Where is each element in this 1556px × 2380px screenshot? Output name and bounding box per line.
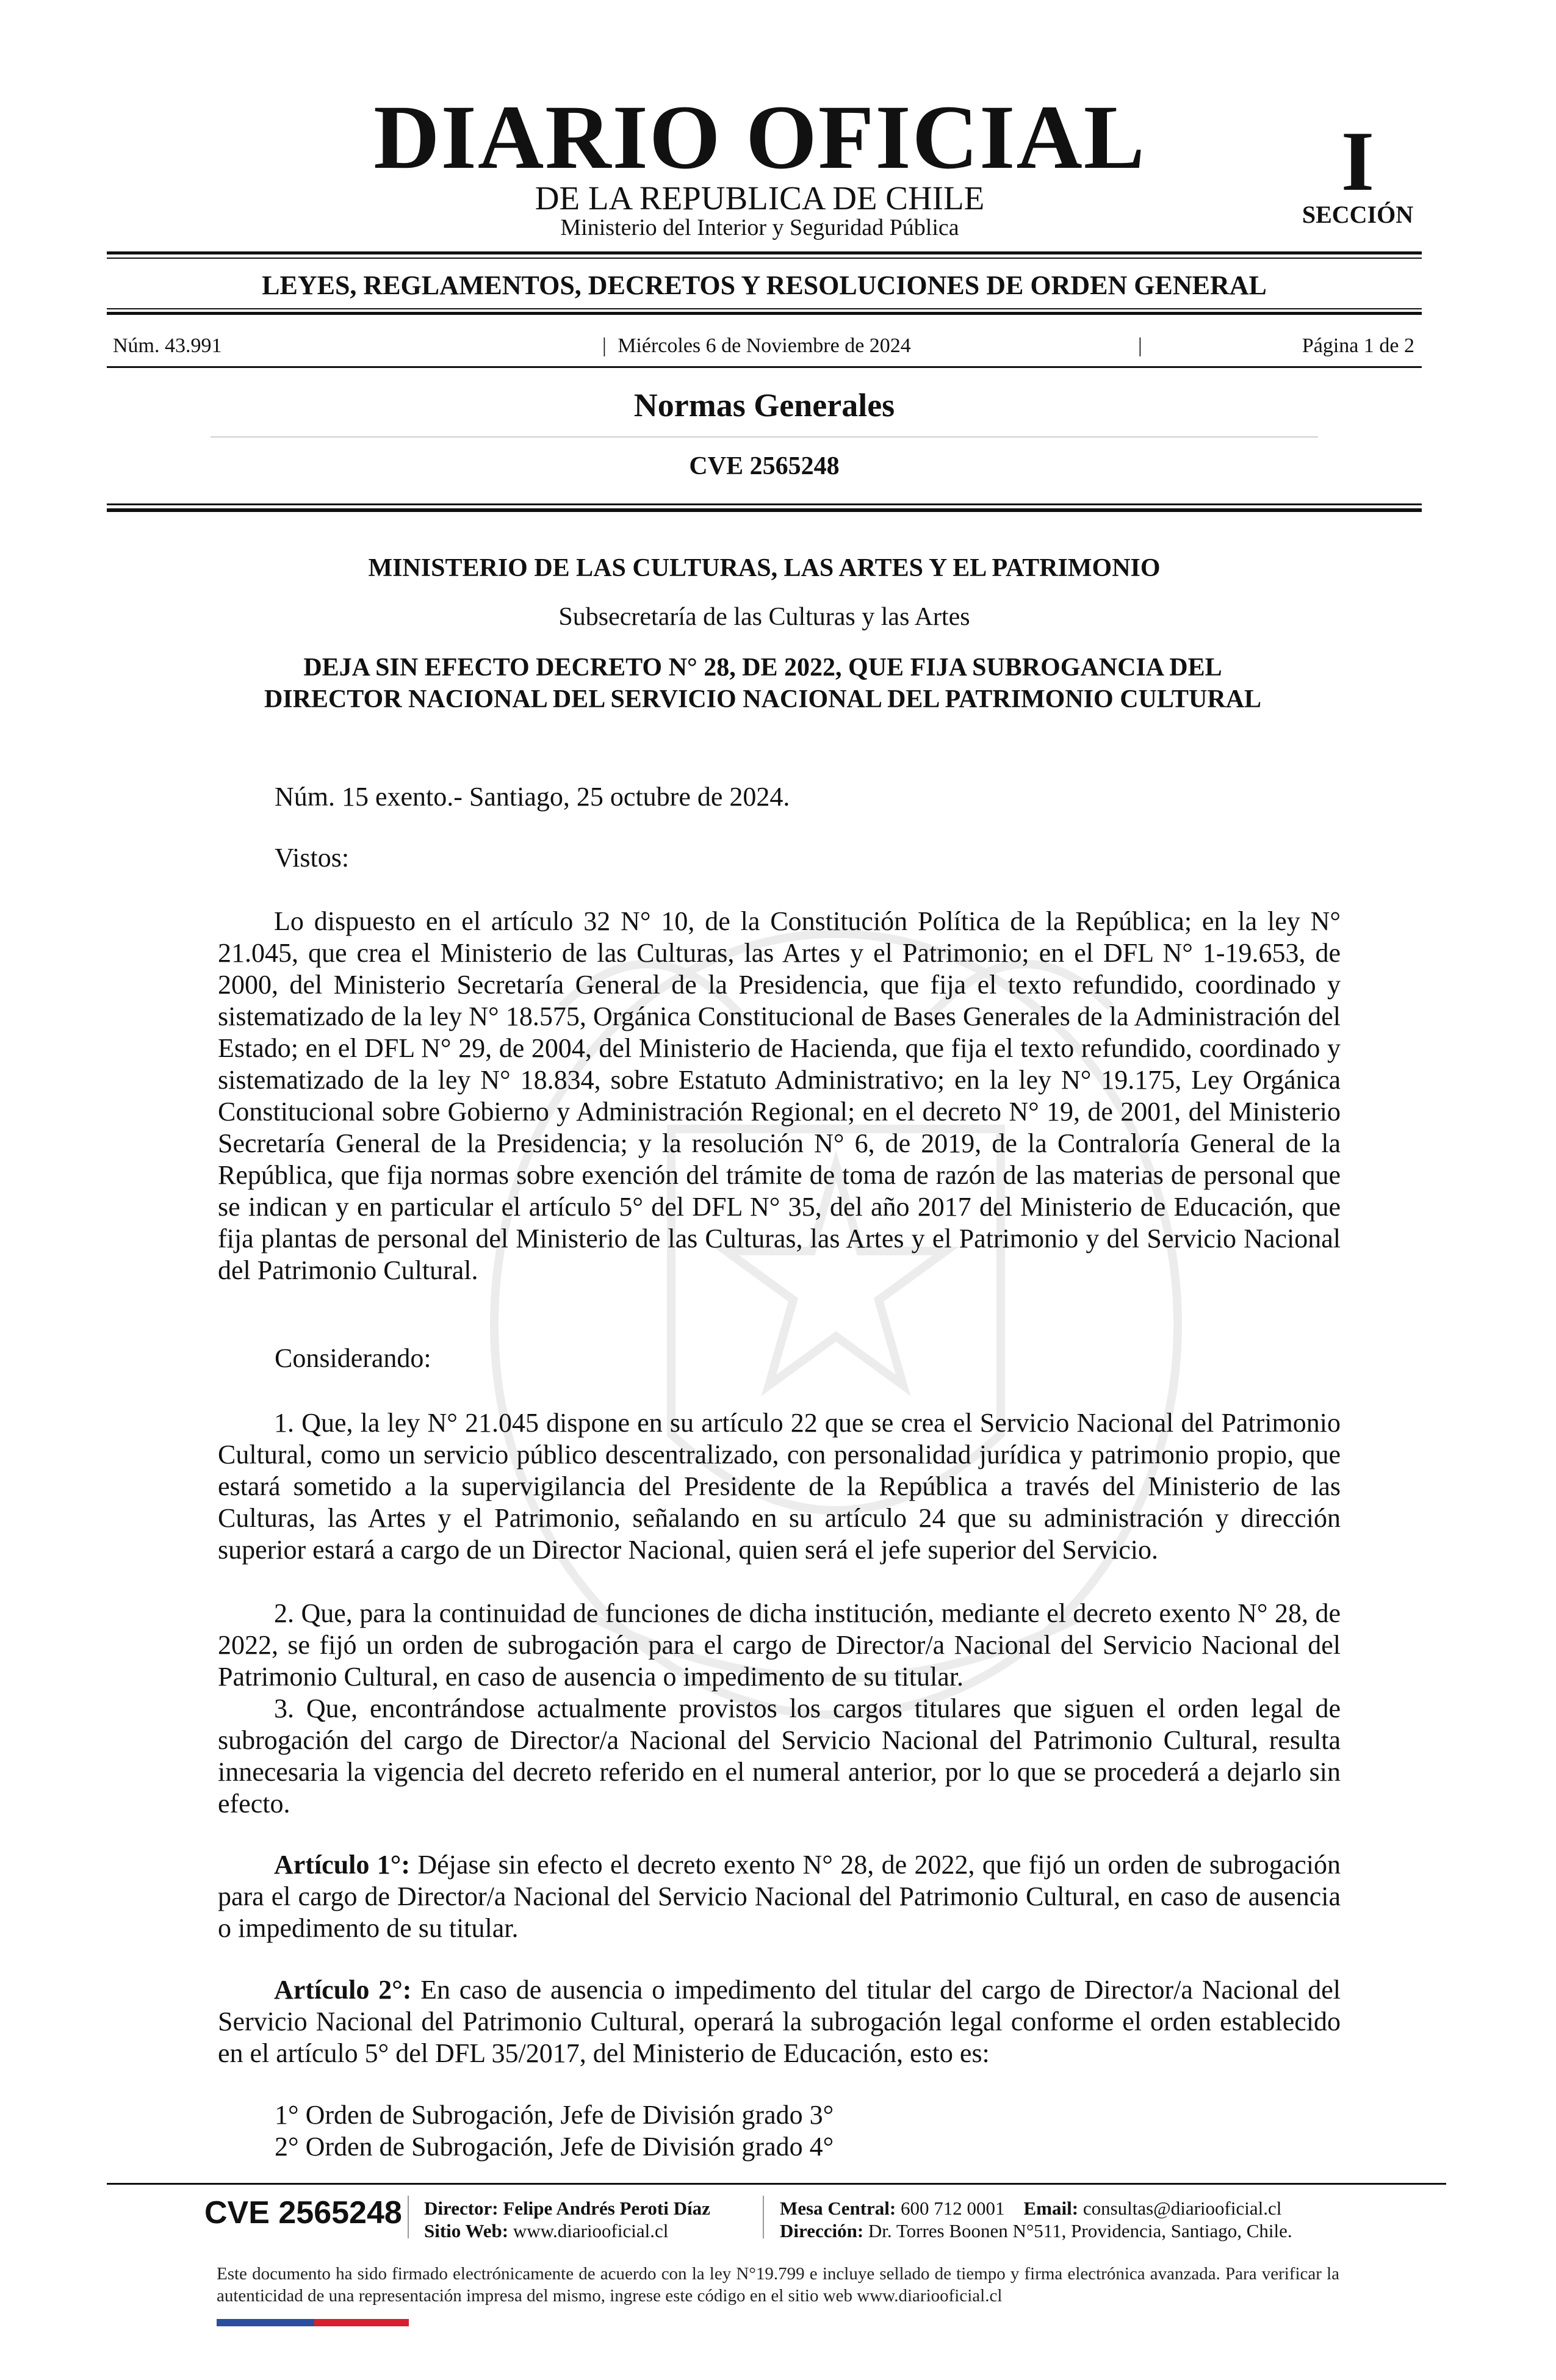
decree-title: DEJA SIN EFECTO DECRETO N° 28, DE 2022, QUE FIJA SUBROGANCIA DEL DIRECTOR NACIONAL DEL SERVICIO NACIONAL DEL PATRIMONIO CULTURAL [264, 654, 1262, 713]
articulo-1-label: Artículo 1°: [274, 1850, 411, 1880]
masthead-title: DIARIO OFICIAL [373, 87, 1146, 188]
articulo-2-text: En caso de ausencia o impedimento del titular del cargo de Director/a Nacional del Servicio Nacional del Patrimonio Cultural, operará la subrogación legal conforme el orden establecido en el artículo 5° del DFL 35/2017, del Ministerio de Educación, esto es: [218, 1975, 1341, 2068]
address: Dr. Torres Boonen N°511, Providencia, Santiago, Chile. [868, 2220, 1292, 2241]
articulo-1 [218, 1849, 1341, 1944]
considerando-1: 1. Que, la ley N° 21.045 dispone en su artículo 22 que se crea el Servicio Nacional del Patrimonio Cultural, como un servicio público descentralizado, con personalidad jurídica y patrimonio propio, que estará sometido a la supervigilancia del Presidente de la República a través del Ministerio de las Culturas, las Artes y el Patrimonio, señalando en su artículo 24 que su administración y dirección superior estará a cargo de un Director Nacional, quien será el jefe superior del Servicio. [218, 1408, 1341, 1565]
cve-code: CVE 2565248 [689, 452, 840, 480]
separator: | [602, 334, 607, 357]
considerando-2: 2. Que, para la continuidad de funciones de dicha institución, mediante el decreto exento N° 28, de 2022, se fijó un orden de subrogación para el cargo de Director/a Nacional del Servicio Nacional del Patrimonio Cultural, en caso de ausencia o impedimento de su titular. [218, 1598, 1341, 1692]
articulo-2 [218, 1974, 1341, 2069]
flag-stripe-red [314, 2319, 409, 2326]
masthead-ministry: Ministerio del Interior y Seguridad Pública [560, 215, 959, 240]
email-link[interactable]: consultas@diariooficial.cl [1082, 2198, 1282, 2219]
address-label: Dirección: [780, 2220, 864, 2241]
section-number: I [1341, 114, 1375, 209]
issue-number: Núm. 43.991 [113, 334, 222, 357]
orden-item-1: 1° Orden de Subrogación, Jefe de División grado 3° [275, 2100, 834, 2130]
category-heading: LEYES, REGLAMENTOS, DECRETOS Y RESOLUCIONES DE ORDEN GENERAL [262, 270, 1267, 300]
orden-item-2: 2° Orden de Subrogación, Jefe de División grado 4° [275, 2132, 834, 2162]
articulo-2-label: Artículo 2°: [274, 1975, 412, 2005]
subsecretaria: Subsecretaría de las Culturas y las Artes [558, 603, 970, 631]
flag-stripe-blue [217, 2319, 314, 2326]
articulo-1-text: Déjase sin efecto el decreto exento N° 28, de 2022, que fijó un orden de subrogación para el cargo de Director/a Nacional del Servicio Nacional del Patrimonio Cultural, en caso de ausencia o impedimento de su titular. [218, 1850, 1341, 1943]
vistos-paragraph: Lo dispuesto en el artículo 32 N° 10, de la Constitución Política de la República; en la ley N° 21.045, que crea el Ministerio de las Culturas, las Artes y el Patrimonio; en el DFL N° 1-19.653, de 2000, del Ministerio Secretaría General de la Presidencia, que fija el texto refundido, coordinado y sistematizado de la ley N° 18.575, Orgánica Constitucional de Bases Generales de la Administración del Estado; en el DFL N° 29, de 2004, del Ministerio de Hacienda, que fija el texto refundido, coordinado y sistematizado de la ley N° 18.834, sobre Estatuto Administrativo; en la ley N° 19.175, Ley Orgánica Constitucional sobre Gobierno y Administración Regional; en el decreto N° 19, de 2001, del Ministerio Secretaría General de la Presidencia; y la resolución N° 6, de 2019, de la Contraloría General de la República, que fija normas sobre exención del trámite de toma de razón de las materias de personal que se indican y en particular el artículo 5° del DFL N° 35, del año 2017 del Ministerio de Educación, que fija plantas de personal del Ministerio de las Culturas, las Artes y el Patrimonio y del Servicio Nacional del Patrimonio Cultural. [218, 906, 1341, 1285]
issue-date: Miércoles 6 de Noviembre de 2024 [618, 334, 911, 357]
email-label: Email: [1023, 2198, 1079, 2219]
cve-rule-thick [107, 508, 1422, 512]
footer-director-block [424, 2197, 710, 2242]
legal-notice: Este documento ha sido firmado electrónicamente de acuerdo con la ley N°19.799 e incluye sellado de tiempo y firma electrónica avanzada. Para verificar la autenticidad de una representación impresa del mismo, ingrese este código en el sitio web www.diariooficial.cl [217, 2264, 1339, 2306]
considerando-3: 3. Que, encontrándose actualmente provistos los cargos titulares que siguen el orden legal de subrogación del cargo de Director/a Nacional del Servicio Nacional del Patrimonio Cultural, resulta innecesaria la vigencia del decreto referido en el numeral anterior, por lo que se procederá a dejarlo sin efecto. [218, 1693, 1341, 1819]
director-name: Felipe Andrés Peroti Díaz [503, 2198, 710, 2219]
web-label: Sitio Web: [424, 2220, 509, 2241]
info-bar-rule [107, 366, 1422, 368]
considerando-label: Considerando: [275, 1343, 431, 1373]
decree-line: Núm. 15 exento.- Santiago, 25 octubre de 2024. [275, 782, 790, 812]
website-link[interactable]: www.diariooficial.cl [513, 2220, 669, 2241]
ministry-heading: MINISTERIO DE LAS CULTURAS, LAS ARTES Y EL PATRIMONIO [368, 554, 1161, 582]
normas-heading: Normas Generales [633, 387, 895, 424]
footer-divider [763, 2196, 764, 2238]
normas-divider [211, 436, 1318, 438]
section-label: SECCIÓN [1302, 201, 1414, 228]
cve-rule [107, 503, 1422, 505]
footer-contact-block [780, 2197, 1292, 2242]
separator: | [1138, 334, 1142, 357]
masthead-subtitle: DE LA REPUBLICA DE CHILE [535, 179, 985, 217]
category-rule [107, 308, 1422, 309]
masthead-rule-thin [107, 258, 1422, 259]
info-bar [107, 333, 1422, 359]
category-rule-thick [107, 312, 1422, 315]
vistos-label: Vistos: [275, 843, 350, 873]
footer-rule [107, 2183, 1446, 2185]
phone: 600 712 0001 [901, 2198, 1005, 2219]
mesa-label: Mesa Central: [780, 2198, 896, 2219]
masthead-rule [107, 251, 1422, 254]
director-label: Director: [424, 2198, 499, 2219]
footer-divider [408, 2196, 409, 2238]
page-indicator: Página 1 de 2 [1302, 334, 1414, 357]
footer-cve: CVE 2565248 [204, 2195, 402, 2230]
